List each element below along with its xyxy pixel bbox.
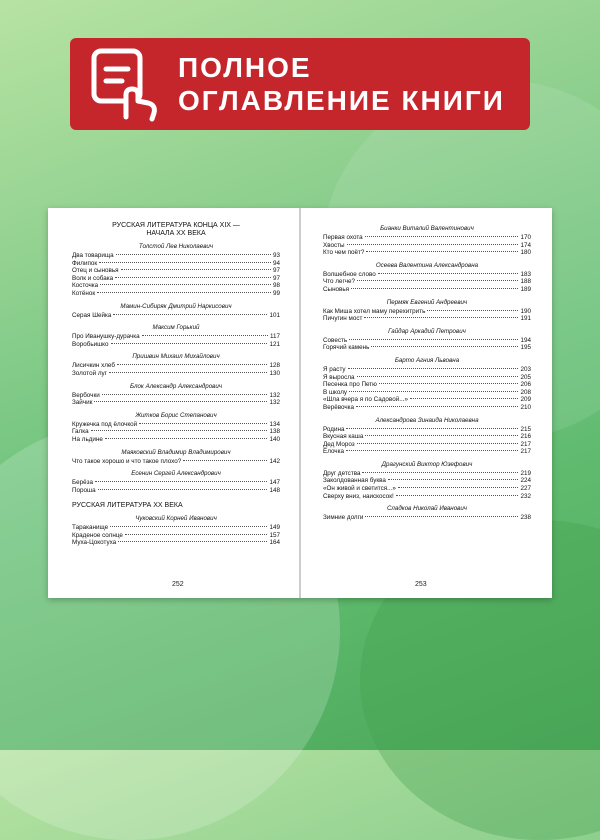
toc-dot-leader: [365, 435, 518, 436]
toc-entry-page: 203: [520, 365, 531, 373]
toc-entry: [72, 341, 280, 349]
toc-entry-page: 138: [269, 428, 280, 436]
toc-entry-page: 121: [269, 340, 280, 348]
toc-entry: [72, 532, 280, 540]
toc-dot-leader: [117, 364, 268, 365]
toc-entry-page: 98: [272, 282, 280, 290]
toc-entry-title: Я расту: [323, 365, 346, 373]
toc-entry-title: Два товарища: [72, 252, 114, 259]
toc-entry: [72, 252, 280, 260]
toc-dot-leader: [388, 479, 519, 480]
toc-entry-title: Филипок: [72, 259, 98, 267]
toc-entry-page: 210: [520, 403, 531, 411]
author-heading: Чуковский Корней Иванович: [135, 515, 217, 523]
author-heading: Толстой Лев Николаевич: [138, 243, 214, 250]
toc-entry-title: Пороша: [72, 486, 96, 494]
toc-entry-title: Сыновья: [323, 285, 350, 293]
toc-dot-leader: [364, 317, 518, 318]
toc-dot-leader: [348, 368, 519, 369]
toc-entry-page: 205: [520, 373, 531, 381]
toc-entry: [72, 421, 280, 429]
toc-entry: [323, 366, 531, 374]
toc-dot-leader: [99, 262, 271, 263]
toc-entry-title: Совесть: [323, 336, 348, 344]
toc-entry-page: 94: [272, 259, 280, 267]
toc-dot-leader: [113, 314, 267, 315]
toc-entry-title: Косточка: [72, 282, 99, 290]
toc-entry: [72, 362, 280, 370]
toc-entry: [72, 524, 280, 532]
page-number-left: 252: [172, 581, 184, 588]
toc-dot-leader: [378, 273, 519, 274]
toc-dot-leader: [365, 516, 518, 517]
toc-entry-title: Берёза: [72, 479, 94, 487]
toc-entry-title: Воробьишко: [72, 340, 109, 348]
toc-entry: [72, 458, 280, 466]
toc-entry-page: 147: [269, 479, 280, 487]
toc-entry-page: 219: [520, 469, 531, 477]
toc-dot-leader: [349, 339, 518, 340]
toc-entry-page: 195: [520, 344, 531, 352]
toc-entry-page: 164: [269, 539, 280, 547]
toc-entry: [72, 539, 280, 547]
toc-entry: [72, 428, 280, 436]
toc-dot-leader: [366, 251, 518, 252]
toc-dot-leader: [111, 343, 268, 344]
toc-entry-page: 99: [272, 289, 280, 297]
toc-entry: [323, 286, 531, 294]
toc-entry: [323, 404, 531, 412]
toc-entry-title: Кто чем поёт?: [323, 249, 365, 257]
toc-entry: [323, 441, 531, 449]
toc-entry-page: 194: [520, 336, 531, 344]
author-heading: Есенин Сергей Александрович: [131, 470, 221, 478]
toc-entry-page: 208: [520, 388, 531, 396]
author-heading: Гайдар Аркадий Петрович: [388, 327, 466, 335]
author-heading: Осеева Валентина Александровна: [375, 261, 479, 269]
toc-entry: [72, 290, 280, 298]
left-page: [72, 220, 280, 547]
toc-entry: [323, 433, 531, 441]
toc-dot-leader: [357, 376, 519, 377]
toc-dot-leader: [410, 398, 519, 399]
author-heading: Сладков Николай Иванович: [386, 505, 468, 513]
toc-entry-title: Про Иванушку-дурачка: [72, 333, 140, 341]
banner-line2: ОГЛАВЛЕНИЕ КНИГИ: [178, 85, 505, 116]
toc-entry-title: Друг детства: [323, 469, 361, 477]
toc-dot-leader: [116, 254, 271, 255]
section-title-line1: РУССКАЯ ЛИТЕРАТУРА КОНЦА XIX —: [112, 222, 240, 229]
toc-entry-title: Зайчик: [72, 399, 93, 407]
toc-entry-title: Галка: [72, 428, 89, 436]
toc-dot-leader: [346, 450, 518, 451]
toc-dot-leader: [357, 280, 518, 281]
toc-entry-page: 140: [269, 435, 280, 443]
toc-dot-leader: [102, 394, 268, 395]
author-heading: Пермяк Евгений Андреевич: [386, 298, 468, 306]
toc-entry: [323, 374, 531, 382]
book-spine: [299, 208, 301, 598]
toc-entry-page: 232: [520, 492, 531, 500]
toc-group: [72, 515, 280, 547]
author-heading: Драгунский Виктор Юзефович: [381, 460, 473, 468]
toc-entry: [72, 312, 280, 320]
toc-entry-title: Волшебное слово: [323, 270, 376, 278]
toc-entry: [72, 399, 280, 407]
toc-group: [323, 225, 531, 522]
author-heading: Блок Александр Александрович: [129, 382, 223, 390]
toc-entry: [323, 493, 531, 501]
toc-entry: [72, 333, 280, 341]
toc-entry-page: 97: [272, 267, 280, 275]
toc-dot-leader: [97, 292, 271, 293]
author-heading: Маяковский Владимир Владимирович: [121, 448, 231, 456]
toc-dot-leader: [118, 541, 267, 542]
toc-dot-leader: [346, 428, 518, 429]
toc-entry: [323, 448, 531, 456]
toc-entry: [323, 485, 531, 493]
toc-dot-leader: [95, 481, 267, 482]
toc-dot-leader: [427, 310, 518, 311]
toc-entry-page: 174: [520, 241, 531, 249]
toc-entry-page: 188: [520, 278, 531, 286]
toc-entry-title: В школу: [323, 388, 348, 396]
section-title-line2: НАЧАЛА XX ВЕКА: [146, 230, 206, 237]
author-heading: Мамин-Сибиряк Дмитрий Наркисович: [120, 302, 232, 310]
toc-entry-page: 134: [269, 420, 280, 428]
toc-entry-page: 132: [269, 391, 280, 399]
toc-entry-title: Хвосты: [323, 241, 345, 249]
page-number-right: 253: [415, 581, 427, 588]
toc-entry: [72, 260, 280, 268]
author-heading: Бианки Виталий Валентинович: [380, 225, 474, 232]
toc-dot-leader: [347, 244, 519, 245]
toc-entry: [72, 267, 280, 275]
toc-entry: [323, 242, 531, 250]
toc-entry-title: Что легче?: [323, 278, 356, 286]
author-heading: Максим Горький: [152, 324, 200, 332]
toc-entry: [323, 315, 531, 323]
toc-dot-leader: [183, 460, 267, 461]
toc-entry-title: «Шла вчера я по Садовой...»: [323, 396, 408, 404]
toc-dot-leader: [362, 472, 518, 473]
toc-entry-title: Родина: [323, 425, 345, 433]
toc-entry: [323, 514, 531, 522]
toc-dot-leader: [100, 284, 271, 285]
toc-entry: [323, 278, 531, 286]
toc-entry: [323, 477, 531, 485]
toc-entry-page: 224: [520, 477, 531, 485]
toc-entry-page: 189: [520, 285, 531, 293]
toc-dot-leader: [98, 489, 268, 490]
toc-entry-title: Пичугин мост: [323, 315, 363, 323]
toc-dot-leader: [109, 372, 268, 373]
toc-entry-page: 142: [269, 457, 280, 465]
author-heading: Житков Борис Степанович: [135, 411, 217, 419]
toc-entry-page: 148: [269, 486, 280, 494]
toc-entry-title: Лисичкин хлеб: [72, 362, 115, 370]
toc-entry-page: 190: [520, 307, 531, 315]
section-title-2: РУССКАЯ ЛИТЕРАТУРА XX ВЕКА: [72, 502, 183, 510]
toc-entry: [323, 234, 531, 242]
toc-entry: [323, 426, 531, 434]
toc-entry-title: «Он живой и светится...»: [323, 485, 396, 493]
toc-entry-title: Котёнок: [72, 289, 96, 297]
toc-dot-leader: [396, 495, 519, 496]
toc-entry: [72, 479, 280, 487]
toc-dot-leader: [365, 236, 519, 237]
toc-dot-leader: [349, 391, 518, 392]
document-hand-icon: [86, 45, 164, 123]
toc-dot-leader: [121, 269, 271, 270]
toc-entry-page: 130: [269, 369, 280, 377]
toc-entry-page: 157: [269, 531, 280, 539]
toc-entry: [323, 271, 531, 279]
toc-entry-title: Что такое хорошо и что такое плохо?: [72, 457, 182, 465]
toc-entry: [323, 396, 531, 404]
toc-entry-title: Верёвочка: [323, 403, 355, 411]
toc-entry-page: 183: [520, 270, 531, 278]
toc-entry-page: 128: [269, 362, 280, 370]
toc-entry-page: 101: [269, 311, 280, 319]
toc-entry-title: Краденое солнце: [72, 531, 123, 539]
right-page: [323, 220, 531, 522]
toc-entry-title: Я выросла: [323, 373, 355, 381]
toc-entry: [72, 282, 280, 290]
toc-entry-page: 238: [520, 514, 531, 522]
toc-dot-leader: [371, 346, 518, 347]
toc-entry-page: 97: [272, 274, 280, 282]
toc-entry-page: 132: [269, 399, 280, 407]
author-heading: Пришвин Михаил Михайлович: [132, 353, 220, 361]
toc-dot-leader: [125, 534, 268, 535]
toc-entry-page: 209: [520, 396, 531, 404]
toc-entry-title: Вкусная каша: [323, 433, 364, 441]
toc-dot-leader: [139, 423, 267, 424]
banner-title: [178, 51, 505, 117]
toc-entry-title: Ёлочка: [323, 448, 344, 456]
toc-dot-leader: [356, 406, 518, 407]
toc-dot-leader: [398, 487, 519, 488]
toc-dot-leader: [110, 526, 267, 527]
author-heading: Александрова Зинаида Николаевна: [375, 416, 479, 424]
toc-dot-leader: [357, 443, 519, 444]
open-book: [48, 208, 552, 598]
toc-entry: [72, 275, 280, 283]
toc-entry-title: Волк и собака: [72, 274, 114, 282]
toc-entry-page: 206: [520, 381, 531, 389]
toc-entry-title: Как Миша хотел маму перехитрить: [323, 307, 426, 315]
toc-entry-page: 170: [520, 234, 531, 241]
toc-entry-title: Кружечка под ёлочкой: [72, 420, 138, 428]
toc-dot-leader: [91, 430, 268, 431]
toc-dot-leader: [105, 438, 268, 439]
toc-entry-page: 217: [520, 440, 531, 448]
toc-entry-title: Песенка про Петю: [323, 381, 377, 389]
toc-dot-leader: [351, 288, 518, 289]
toc-entry-title: Серая Шейка: [72, 311, 112, 319]
toc-entry-page: 93: [272, 252, 280, 259]
toc-dot-leader: [379, 383, 519, 384]
toc-entry-page: 217: [520, 448, 531, 456]
toc-entry-page: 227: [520, 485, 531, 493]
toc-dot-leader: [115, 277, 271, 278]
toc-entry-page: 117: [269, 333, 280, 341]
toc-entry-title: Золотой луг: [72, 369, 107, 377]
toc-entry-page: 149: [269, 524, 280, 532]
toc-entry: [72, 392, 280, 400]
toc-entry-page: 215: [520, 425, 531, 433]
toc-entry-title: Дед Мороз: [323, 440, 355, 448]
toc-entry: [323, 308, 531, 316]
toc-dot-leader: [142, 335, 268, 336]
toc-entry: [323, 249, 531, 257]
toc-entry-title: На льдине: [72, 435, 103, 443]
banner-line1: ПОЛНОЕ: [178, 52, 312, 83]
promo-banner: [70, 38, 530, 130]
toc-entry-page: 191: [520, 315, 531, 323]
toc-entry-title: Заколдованная буква: [323, 477, 386, 485]
toc-entry-title: Зимние долги: [323, 514, 364, 522]
toc-entry-title: Тараканище: [72, 524, 109, 532]
toc-entry-title: Отец и сыновья: [72, 267, 119, 275]
toc-dot-leader: [94, 401, 267, 402]
toc-entry: [72, 487, 280, 495]
toc-entry-title: Муха-Цокотуха: [72, 539, 117, 547]
toc-entry-title: Горячий камень: [323, 344, 370, 352]
toc-entry: [72, 436, 280, 444]
toc-entry-page: 180: [520, 249, 531, 257]
toc-entry-title: Вербочки: [72, 391, 100, 399]
toc-entry: [323, 344, 531, 352]
toc-entry-page: 216: [520, 433, 531, 441]
toc-group: [72, 243, 280, 494]
section-title: [72, 222, 280, 238]
toc-entry-title: Сверху вниз, наискосок!: [323, 492, 394, 500]
author-heading: Барто Агния Львовна: [394, 356, 460, 364]
toc-entry: [323, 381, 531, 389]
toc-entry: [72, 370, 280, 378]
toc-entry-title: Первая охота: [323, 234, 363, 241]
